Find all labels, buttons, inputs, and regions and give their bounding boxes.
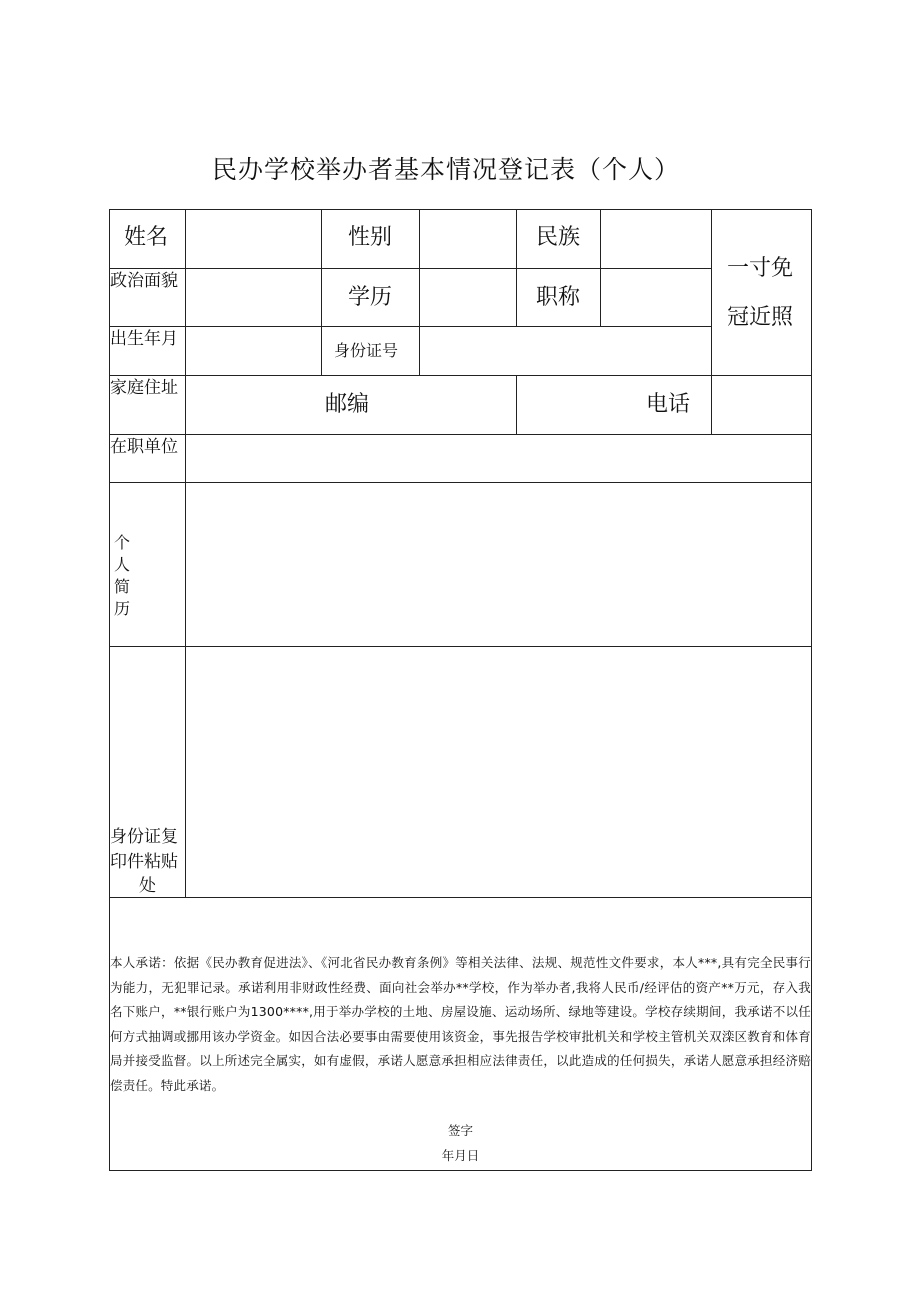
- page-title: 民办学校举办者基本情况登记表（个人）: [212, 155, 681, 184]
- photo-area[interactable]: [712, 210, 811, 375]
- col-divider: [600, 209, 601, 327]
- signature-label: 签字: [447, 1123, 473, 1138]
- id-copy-label-line2: 印件粘贴: [110, 852, 178, 872]
- home-address-field[interactable]: [188, 378, 318, 432]
- id-number-label: 身份证号: [334, 341, 399, 360]
- political-status-label: 政治面貌: [110, 271, 178, 291]
- name-field[interactable]: [188, 212, 318, 266]
- pledge-text: 本人承诺：依据《民办教育促进法》、《河北省民办教育条例》等相关法律、法规、规范性文件要求，本人***,具有完全民事行为能力，无犯罪记录。承诺利用非财政性经费、面向社会举办**学校，作为举办者,我将人民币/经评估的资产**万元，存入我名下账户，**银行账户为1300****,用于举办学校的土地、房屋设施、运动场所、绿地等建设。学校存续期间，我承诺不以任何方式抽调或挪用该办学资金。如因合法必要事由需要使用该资金，事先报告学校审批机关和学校主管机关双滦区教育和体育局并接受监督。以上所述完全属实，如有虚假，承诺人愿意承担相应法律责任，以此造成的任何损失，承诺人愿意承担经济赔偿责任。特此承诺。: [110, 955, 811, 1093]
- col-divider: [419, 209, 420, 376]
- row-divider: [109, 268, 711, 269]
- workplace-label: 在职单位: [110, 437, 178, 457]
- phone-label: 电话: [646, 392, 691, 417]
- row-divider: [109, 375, 811, 376]
- resume-label-char: 个: [113, 533, 130, 552]
- photo-label-line1: 一寸免: [727, 256, 794, 281]
- id-copy-label-line3: 处: [139, 876, 156, 896]
- row-divider: [109, 434, 811, 435]
- education-label: 学历: [348, 285, 393, 310]
- row-divider: [109, 897, 811, 898]
- resume-label-char: 历: [113, 599, 130, 618]
- birth-date-label: 出生年月: [110, 329, 178, 349]
- professional-title-label: 职称: [536, 285, 581, 310]
- resume-label-char: 人: [113, 555, 130, 574]
- id-number-field[interactable]: [422, 329, 709, 373]
- col-divider: [516, 209, 517, 327]
- postcode-field[interactable]: [385, 378, 513, 432]
- col-divider: [321, 209, 322, 376]
- resume-label-char: 简: [113, 577, 130, 596]
- home-address-label: 家庭住址: [110, 378, 178, 398]
- political-status-field[interactable]: [188, 271, 318, 324]
- resume-field[interactable]: [188, 485, 809, 644]
- id-copy-label-line1: 身份证复: [110, 827, 178, 847]
- row-divider: [109, 646, 811, 647]
- photo-label-line2: 冠近照: [727, 305, 794, 330]
- name-label: 姓名: [124, 225, 169, 250]
- phone-field[interactable]: [714, 378, 809, 432]
- education-field[interactable]: [422, 271, 514, 324]
- birth-date-field[interactable]: [188, 329, 318, 373]
- row-divider: [109, 482, 811, 483]
- ethnicity-label: 民族: [536, 225, 581, 250]
- ethnicity-field[interactable]: [603, 212, 709, 266]
- postcode-label: 邮编: [325, 392, 370, 417]
- workplace-field[interactable]: [188, 437, 809, 480]
- col-divider: [516, 375, 517, 435]
- resume-label: [112, 532, 132, 620]
- row-divider: [109, 326, 711, 327]
- id-copy-paste-area[interactable]: [188, 649, 809, 895]
- professional-title-field[interactable]: [603, 271, 709, 324]
- date-label: 年月日: [441, 1148, 480, 1163]
- gender-label: 性别: [348, 225, 393, 250]
- col-divider: [185, 209, 186, 897]
- gender-field[interactable]: [422, 212, 514, 266]
